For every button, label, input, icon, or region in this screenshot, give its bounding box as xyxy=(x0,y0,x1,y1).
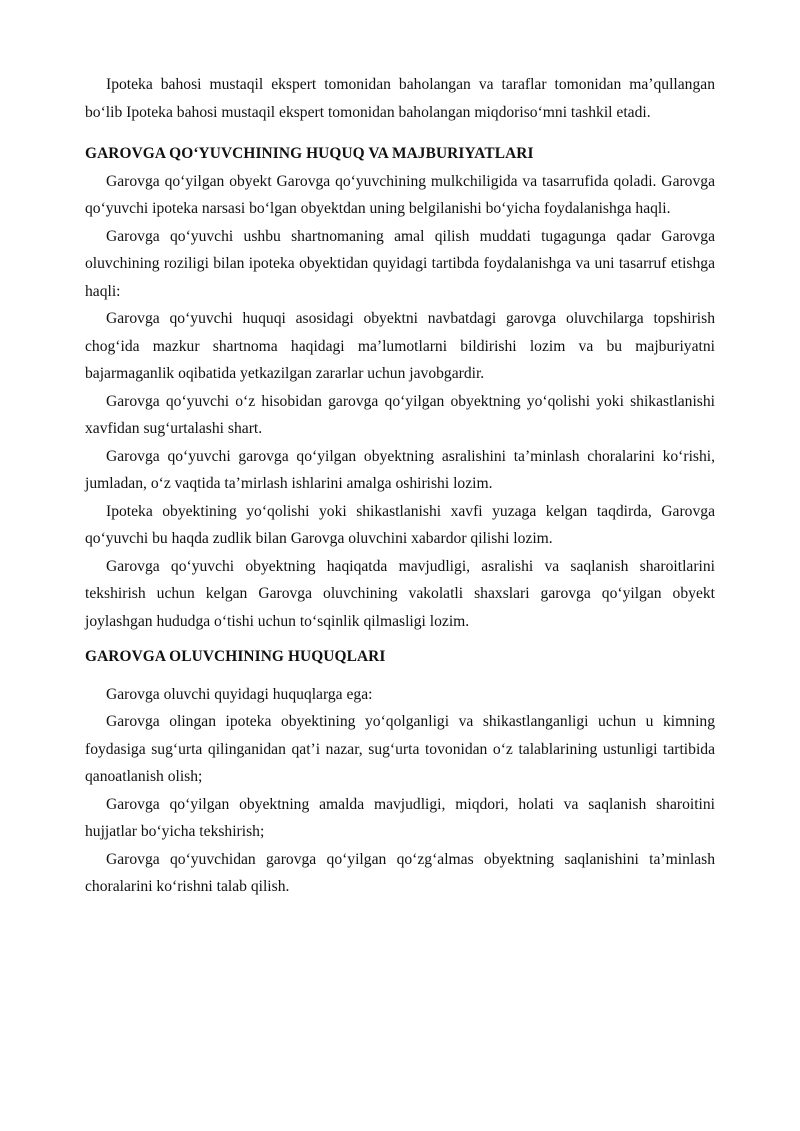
paragraph: Garovga qo‘yuvchi huquqi asosidagi obyektni navbatdagi garovga oluvchilarga topshirish chog‘ida mazkur shartnoma haqidagi ma’lumotlarni bildirishi lozim va bu majburiyatni bajarmaganlik oqibatida yetkazilgan zararlar uchun javobgardir. xyxy=(85,310,715,382)
paragraph: Garovga qo‘yilgan obyekt Garovga qo‘yuvchining mulkchiligida va tasarrufida qoladi. Garovga qo‘yuvchi ipoteka narsasi bo‘lgan obyektdan uning belgilanishi bo‘yicha foydalanishga haqli. xyxy=(85,172,715,217)
spacer xyxy=(85,126,715,140)
intro-paragraph: Ipoteka bahosi mustaqil ekspert tomonidan baholangan va taraflar tomonidan ma’qullangan bo‘lib Ipoteka bahosi mustaqil ekspert tomonidan baholangan miqdoriso‘mni tashkil etadi. xyxy=(85,76,715,121)
paragraph: Garovga oluvchi quyidagi huquqlarga ega: xyxy=(106,685,373,703)
paragraph: Garovga qo‘yilgan obyektning amalda mavjudligi, miqdori, holati va saqlanish sharoitini hujjatlar bo‘yicha tekshirish; xyxy=(85,795,715,840)
paragraph: Garovga olingan ipoteka obyektining yo‘qolganligi va shikastlanganligi uchun u kimning foydasiga sug‘urta qilinganidan qat’i nazar, sug‘urta tovonidan o‘z talablarining ustunligi tartibida qanoatlanish olish; xyxy=(85,713,715,785)
document-page xyxy=(85,71,715,901)
paragraph: Ipoteka obyektining yo‘qolishi yoki shikastlanishi xavfi yuzaga kelgan taqdirda, Garovga qo‘yuvchi bu haqda zudlik bilan Garovga oluvchini xabardor qilishi lozim. xyxy=(85,502,715,547)
spacer xyxy=(85,635,715,643)
section-title-pledgee-rights: GAROVGA OLUVCHINING HUQUQLARI xyxy=(85,648,386,665)
spacer xyxy=(85,671,715,681)
paragraph: Garovga qo‘yuvchi obyektning haqiqatda mavjudligi, asralishi va saqlanish sharoitlarini tekshirish uchun kelgan Garovga oluvchining vakolatli shaxslari garovga qo‘yilgan obyekt joylashgan hududga o‘tishi uchun to‘sqinlik qilmasligi lozim. xyxy=(85,557,715,630)
paragraph: Garovga qo‘yuvchi ushbu shartnomaning amal qilish muddati tugagunga qadar Garovga oluvchining roziligi bilan ipoteka obyektidan quyidagi tartibda foydalanishga va uni tasarruf etishga haqli: xyxy=(85,227,715,300)
section-title-pledgor-rights: GAROVGA QO‘YUVCHINING HUQUQ VA MAJBURIYATLARI xyxy=(85,145,534,162)
paragraph: Garovga qo‘yuvchidan garovga qo‘yilgan qo‘zg‘almas obyektning saqlanishini ta’minlash choralarini ko‘rishni talab qilish. xyxy=(85,850,715,895)
paragraph: Garovga qo‘yuvchi o‘z hisobidan garovga qo‘yilgan obyektning yo‘qolishi yoki shikastlanishi xavfidan sug‘urtalashi shart. xyxy=(85,392,715,437)
paragraph: Garovga qo‘yuvchi garovga qo‘yilgan obyektning asralishini ta’minlash choralarini ko‘rishi, jumladan, o‘z vaqtida ta’mirlash ishlarini amalga oshirishi lozim. xyxy=(85,447,715,492)
